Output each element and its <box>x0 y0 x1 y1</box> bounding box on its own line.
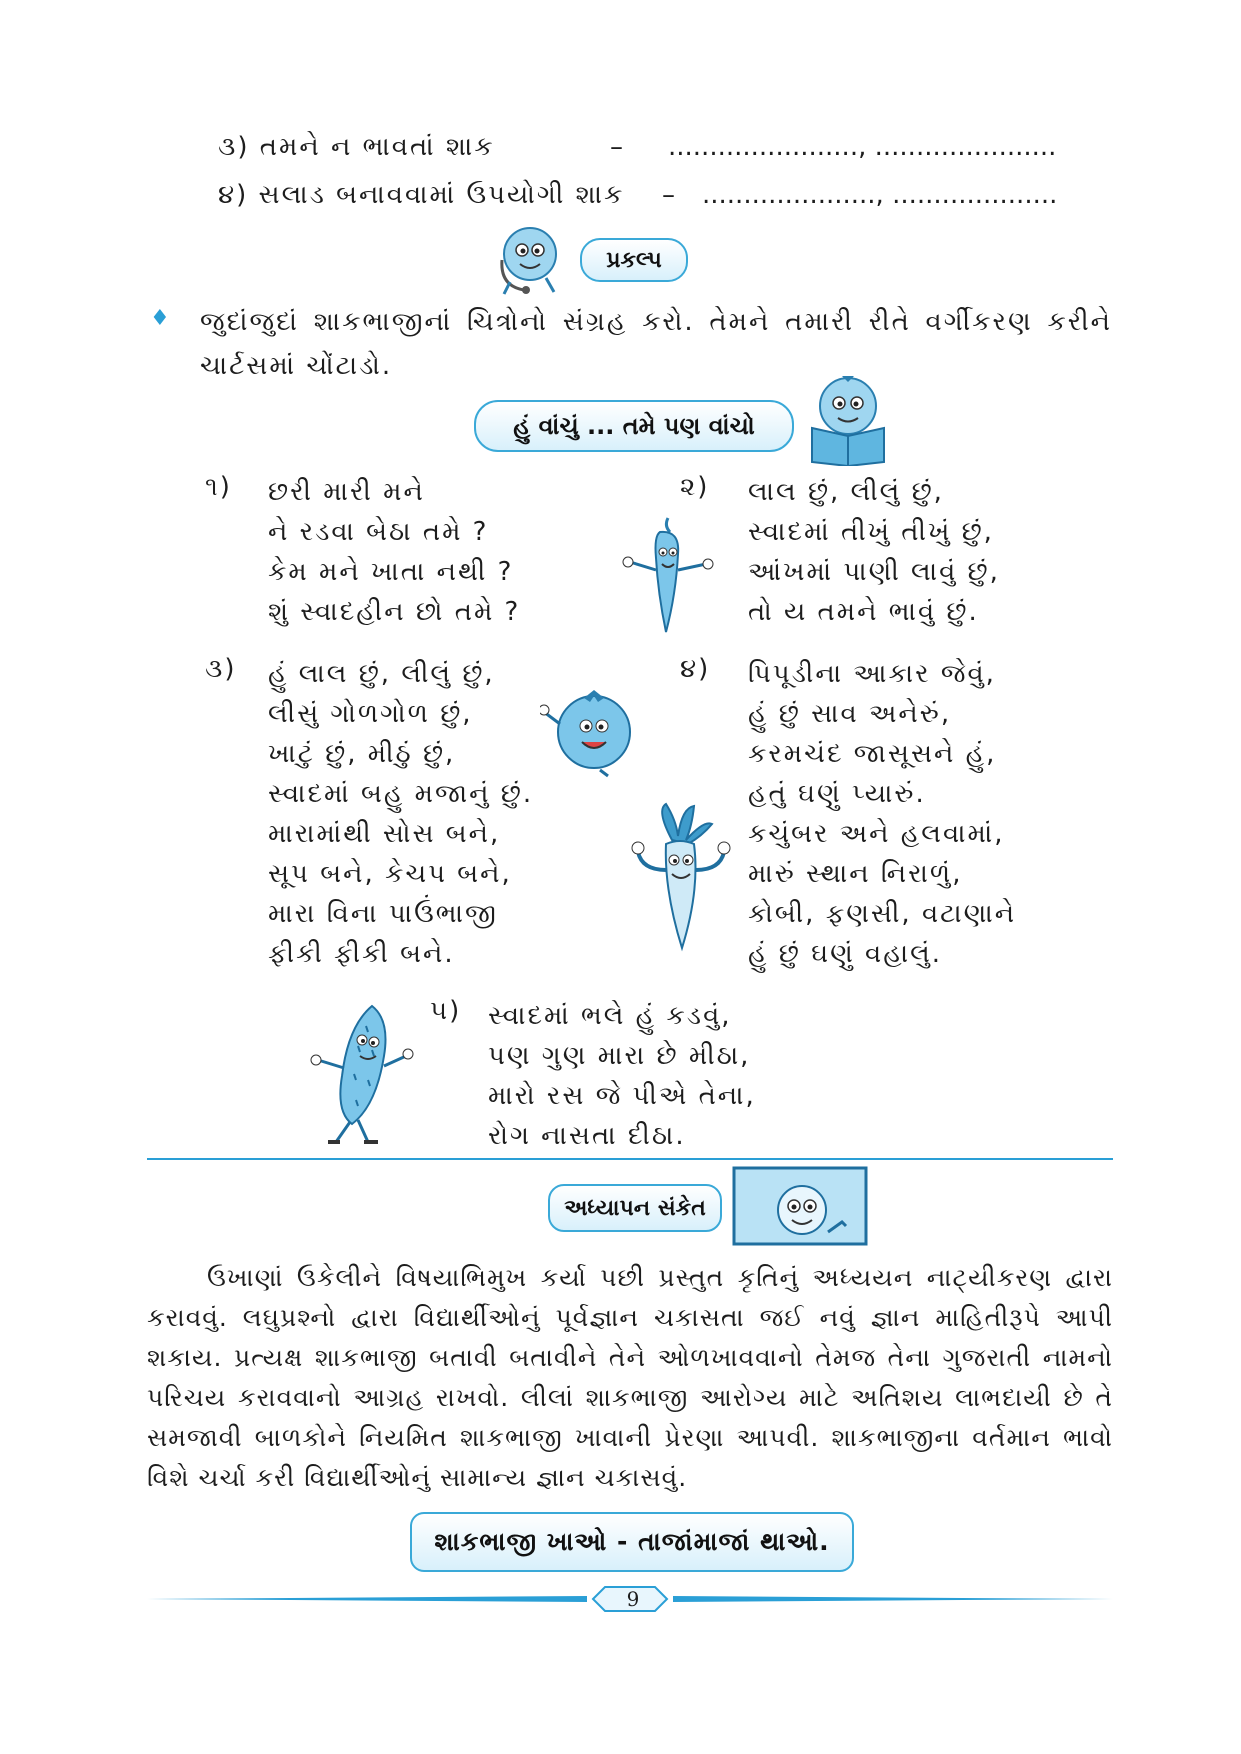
poem-line: કચુંબર અને હલવામાં, <box>748 819 1005 849</box>
poem-line: હું છું સાવ અનેરું, <box>748 699 952 729</box>
section-divider <box>147 1158 1113 1160</box>
poem-line: પિપૂડીના આકાર જેવું, <box>748 659 996 689</box>
poem-1 <box>268 472 520 632</box>
list-item-label: ૩) તમને ન ભાવતાં શાક <box>218 132 495 162</box>
poem-line: મારો રસ જે પીએ તેના, <box>488 1081 756 1111</box>
poem-line: ખાટું છું, મીઠું છું, <box>268 739 456 769</box>
bullet-diamond-icon: ♦ <box>150 306 170 331</box>
list-item-dash: – <box>662 180 677 210</box>
slogan-banner: શાકભાજી ખાઓ - તાજાંમાજાં થાઓ. <box>410 1512 854 1572</box>
poem-line: તો ય તમને ભાવું છું. <box>748 597 979 627</box>
poem-line: સ્વાદમાં તીખું તીખું છું, <box>748 517 994 547</box>
reading-badge: હું વાંચું ... તમે પણ વાંચો <box>474 400 794 452</box>
poem-line: લાલ છું, લીલું છું, <box>748 477 944 507</box>
poem-line: સ્વાદમાં ભલે હું કડવું, <box>488 1001 732 1031</box>
poem-line: મારામાંથી સોસ બને, <box>268 819 501 849</box>
project-badge: પ્રકલ્પ <box>580 238 688 282</box>
poem-line: સ્વાદમાં બહુ મજાનું છું. <box>268 779 534 809</box>
poem-line: હતું ઘણું પ્યારું. <box>748 779 926 809</box>
answer-blanks: ....................., .................... <box>702 180 1058 210</box>
poem-line: કોબી, ફણસી, વટાણાને <box>748 899 1017 929</box>
answer-blanks: ......................., ...................... <box>668 132 1057 162</box>
poem-3 <box>268 654 533 974</box>
mascot-stethoscope-icon <box>490 220 568 298</box>
poem-4-number: ૪) <box>680 654 711 684</box>
poem-1-number: ૧) <box>205 472 232 502</box>
poem-2 <box>748 472 1000 632</box>
tomato-character-icon <box>540 680 640 780</box>
poem-line: લીસું ગોળગોળ છું, <box>268 699 473 729</box>
poem-2-number: ૨) <box>680 472 710 502</box>
list-item-label: ૪) સલાડ બનાવવામાં ઉપયોગી શાક <box>218 180 625 210</box>
radish-character-icon <box>626 800 734 952</box>
mascot-reading-book-icon <box>798 370 894 466</box>
bitter-gourd-character-icon <box>306 996 416 1148</box>
teaching-paragraph: ઉખાણાં ઉકેલીને વિષયાભિમુખ કર્યા પછી પ્રસ્તુત કૃતિનું અધ્યયન નાટ્યીકરણ દ્વારા કરાવવું. લઘુપ્રશ્નો દ્વારા વિદ્યાર્થીઓનું પૂર્વજ્ઞાન ચકાસતા જઈ નવું જ્ઞાન માહિતીરૂપે આપી શકાય. પ્રત્યક્ષ શાકભાજી બતાવી બતાવીને તેને ઓળખાવવાનો તેમજ તેના ગુજરાતી નામનો પરિચય કરાવવાનો આગ્રહ રાખવો. લીલાં શાકભાજી આરોગ્ય માટે અતિશય લાભદાયી છે તે સમજાવી બાળકોને નિયમિત શાકભાજી ખાવાની પ્રેરણા આપવી. શાકભાજીના વર્તમાન ભાવો વિશે ચર્ચા કરી વિદ્યાર્થીઓનું સામાન્ય જ્ઞાન ચકાસવું. <box>147 1263 1113 1492</box>
poem-5-number: ૫) <box>430 996 462 1026</box>
poem-line: રોગ નાસતા દીઠા. <box>488 1121 686 1151</box>
poem-line: મારા વિના પાઉંભાજી <box>268 899 498 929</box>
poem-5 <box>488 996 756 1156</box>
poem-4 <box>748 654 1016 974</box>
poem-line: મારું સ્થાન નિરાળું, <box>748 859 963 889</box>
poem-line: છરી મારી મને <box>268 477 425 507</box>
poem-3-number: ૩) <box>205 654 237 684</box>
poem-line: હું લાલ છું, લીલું છું, <box>268 659 495 689</box>
poem-line: ફીકી ફીકી બને. <box>268 939 455 969</box>
poem-line: પણ ગુણ મારા છે મીઠા, <box>488 1041 751 1071</box>
list-item-4 <box>218 180 624 211</box>
poem-line: શું સ્વાદહીન છો તમે ? <box>268 597 521 627</box>
poem-line: આંખમાં પાણી લાવું છું, <box>748 557 1000 587</box>
project-instruction: જુદાંજુદાં શાકભાજીનાં ચિત્રોનો સંગ્રહ કરો. તેમને તમારી રીતે વર્ગીકરણ કરીને ચાર્ટસમાં ચોંટાડો. <box>200 307 1112 381</box>
page-number: 9 <box>626 1587 640 1611</box>
poem-line: હું છું ઘણું વહાલું. <box>748 939 943 969</box>
list-item-3 <box>218 132 495 163</box>
list-item-dash: – <box>610 132 625 162</box>
chili-character-icon <box>620 514 716 638</box>
teaching-badge: અધ્યાપન સંકેત <box>548 1184 722 1232</box>
poem-line: કરમચંદ જાસૂસને હું, <box>748 739 997 769</box>
poem-line: કેમ મને ખાતા નથી ? <box>268 557 514 587</box>
poem-line: સૂપ બને, કેચપ બને, <box>268 859 512 889</box>
poem-line: ને રડવા બેઠા તમે ? <box>268 517 489 547</box>
mascot-board-icon <box>732 1166 868 1246</box>
